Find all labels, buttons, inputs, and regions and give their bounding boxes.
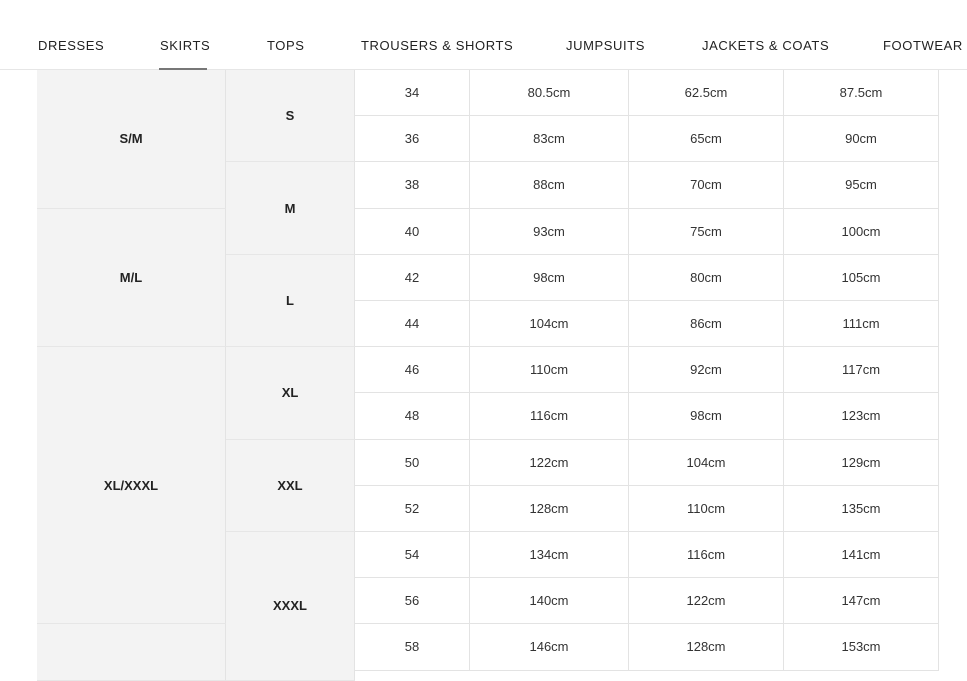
measurement-cell: 95cm — [784, 162, 939, 208]
measurement-cell: 86cm — [629, 301, 784, 347]
measurement-cell: 80.5cm — [470, 70, 629, 116]
measurement-cell: 70cm — [629, 162, 784, 208]
measurement-cell: 116cm — [470, 393, 629, 439]
eu-size-cell: 50 — [355, 440, 470, 486]
measurement-cell: 65cm — [629, 116, 784, 162]
measurement-cell: 122cm — [470, 440, 629, 486]
eu-size-cell: 34 — [355, 70, 470, 116]
tab-jackets-coats[interactable]: JACKETS & COATS — [702, 38, 830, 53]
eu-size-cell: 44 — [355, 301, 470, 347]
measurement-cell: 83cm — [470, 116, 629, 162]
eu-size-cell: 56 — [355, 578, 470, 624]
letter-size-cell: XXL — [226, 440, 355, 532]
measurement-cell: 110cm — [470, 347, 629, 393]
letter-size-cell: M — [226, 162, 355, 254]
size-group-cell — [37, 624, 226, 680]
eu-size-cell: 58 — [355, 624, 470, 670]
letter-size-cell: XL — [226, 347, 355, 439]
eu-size-cell: 40 — [355, 209, 470, 255]
letter-size-cell: L — [226, 255, 355, 347]
measurement-cell: 75cm — [629, 209, 784, 255]
measurement-cell: 104cm — [629, 440, 784, 486]
letter-size-cell: XXXL — [226, 532, 355, 681]
eu-size-cell: 46 — [355, 347, 470, 393]
measurement-cell: 123cm — [784, 393, 939, 439]
size-group-cell: S/M — [37, 70, 226, 209]
measurement-cell: 87.5cm — [784, 70, 939, 116]
measurement-cell: 104cm — [470, 301, 629, 347]
measurement-cell: 105cm — [784, 255, 939, 301]
measurement-cell: 110cm — [629, 486, 784, 532]
measurement-cell: 147cm — [784, 578, 939, 624]
measurement-cell: 93cm — [470, 209, 629, 255]
measurement-cell: 100cm — [784, 209, 939, 255]
tab-dresses[interactable]: DRESSES — [38, 38, 105, 53]
eu-size-cell: 38 — [355, 162, 470, 208]
measurement-cell: 90cm — [784, 116, 939, 162]
size-group-cell: M/L — [37, 209, 226, 348]
measurement-cell: 62.5cm — [629, 70, 784, 116]
size-group-cell: XL/XXXL — [37, 347, 226, 624]
measurement-cell: 92cm — [629, 347, 784, 393]
measurement-cell: 98cm — [629, 393, 784, 439]
measurement-cell: 88cm — [470, 162, 629, 208]
eu-size-cell: 54 — [355, 532, 470, 578]
measurement-cell: 98cm — [470, 255, 629, 301]
eu-size-cell: 42 — [355, 255, 470, 301]
tab-skirts[interactable]: SKIRTS — [160, 38, 211, 53]
measurement-cell: 153cm — [784, 624, 939, 670]
measurement-cell: 140cm — [470, 578, 629, 624]
eu-size-cell: 36 — [355, 116, 470, 162]
measurement-cell: 129cm — [784, 440, 939, 486]
tab-jumpsuits[interactable]: JUMPSUITS — [566, 38, 646, 53]
measurement-cell: 146cm — [470, 624, 629, 670]
measurement-cell: 128cm — [629, 624, 784, 670]
tab-tops[interactable]: TOPS — [267, 38, 305, 53]
letter-size-cell: S — [226, 70, 355, 162]
measurement-cell: 122cm — [629, 578, 784, 624]
measurement-cell: 117cm — [784, 347, 939, 393]
category-tabs — [0, 0, 967, 70]
eu-size-cell: 52 — [355, 486, 470, 532]
tab-trousers-shorts[interactable]: TROUSERS & SHORTS — [361, 38, 514, 53]
measurement-cell: 134cm — [470, 532, 629, 578]
eu-size-cell: 48 — [355, 393, 470, 439]
measurement-cell: 135cm — [784, 486, 939, 532]
measurement-cell: 80cm — [629, 255, 784, 301]
measurement-cell: 111cm — [784, 301, 939, 347]
measurement-cell: 116cm — [629, 532, 784, 578]
tab-footwear[interactable]: FOOTWEAR — [883, 38, 963, 53]
measurement-cell: 141cm — [784, 532, 939, 578]
measurement-cell: 128cm — [470, 486, 629, 532]
